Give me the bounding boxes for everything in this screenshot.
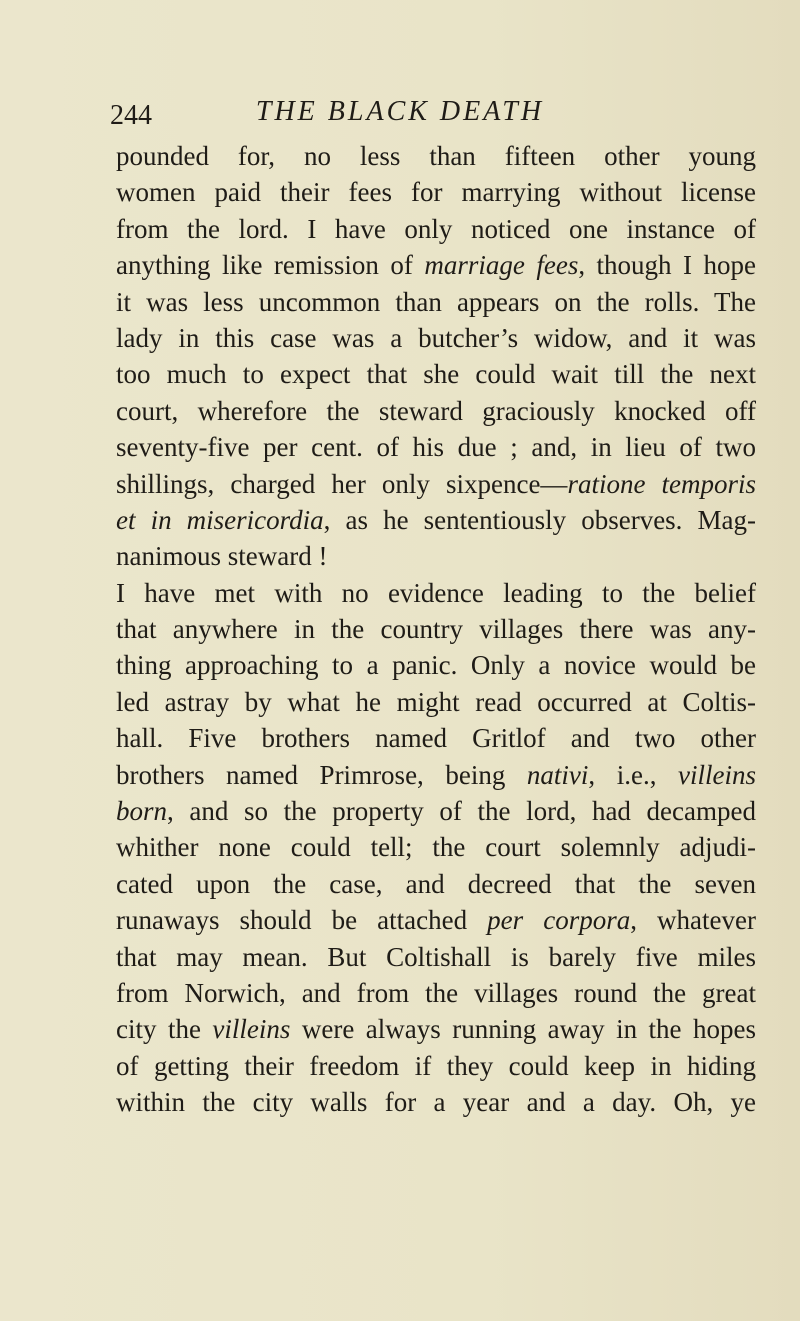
text-segment: whither none could tell; the court solemnly adjudi- bbox=[116, 832, 756, 863]
italic-phrase: ratione temporis bbox=[567, 468, 756, 499]
text-segment: of getting their freedom if they could keep in hiding bbox=[116, 1050, 756, 1081]
text-segment: city the bbox=[116, 1014, 213, 1045]
text-segment: , i.e., bbox=[588, 759, 679, 790]
text-segment: led astray by what he might read occurred at Coltis- bbox=[116, 686, 756, 717]
text-line bbox=[116, 902, 756, 938]
text-line bbox=[116, 975, 756, 1011]
text-line bbox=[116, 247, 756, 283]
text-segment: anything like remission of bbox=[116, 250, 425, 281]
running-head: THE BLACK DEATH bbox=[255, 96, 545, 127]
text-line bbox=[116, 320, 756, 356]
text-segment: , as he sententiously observes. Mag- bbox=[323, 504, 756, 535]
text-line bbox=[116, 611, 756, 647]
text-line bbox=[116, 538, 756, 574]
text-line bbox=[116, 1084, 756, 1120]
italic-phrase: per corpora bbox=[487, 905, 631, 936]
text-line bbox=[116, 284, 756, 320]
text-segment: , whatever bbox=[630, 905, 756, 936]
text-segment: too much to expect that she could wait till the next bbox=[116, 359, 756, 390]
italic-phrase: et in misericordia bbox=[116, 504, 324, 535]
text-line bbox=[116, 356, 756, 392]
text-segment: from Norwich, and from the villages round the great bbox=[116, 977, 756, 1008]
text-line bbox=[116, 829, 756, 865]
italic-phrase: nativi bbox=[526, 759, 589, 790]
text-line bbox=[116, 575, 756, 611]
text-line bbox=[116, 939, 756, 975]
body-text bbox=[116, 138, 756, 1121]
text-line bbox=[116, 466, 756, 502]
italic-phrase: villeins bbox=[212, 1014, 291, 1045]
text-line bbox=[116, 793, 756, 829]
text-segment: , and so the property of the lord, had decamped bbox=[167, 796, 756, 827]
text-line bbox=[116, 757, 756, 793]
text-segment: that may mean. But Coltishall is barely five miles bbox=[116, 941, 756, 972]
text-line bbox=[116, 720, 756, 756]
text-segment: cated upon the case, and decreed that the seven bbox=[116, 868, 756, 899]
text-segment: women paid their fees for marrying without license bbox=[116, 177, 756, 208]
text-segment: within the city walls for a year and a day. Oh, ye bbox=[116, 1087, 756, 1118]
text-segment: seventy-five per cent. of his due ; and, in lieu of two bbox=[116, 432, 756, 463]
text-line bbox=[116, 502, 756, 538]
text-segment: , though I hope bbox=[578, 250, 756, 281]
text-segment: shillings, charged her only sixpence— bbox=[116, 468, 568, 499]
text-line bbox=[116, 1048, 756, 1084]
text-line bbox=[116, 211, 756, 247]
text-segment: were always running away in the hopes bbox=[290, 1014, 756, 1045]
text-line bbox=[116, 393, 756, 429]
text-segment: pounded for, no less than fifteen other young bbox=[116, 141, 756, 171]
text-segment: it was less uncommon than appears on the rolls. The bbox=[116, 286, 756, 317]
text-segment: thing approaching to a panic. Only a novice would be bbox=[116, 650, 756, 681]
text-segment: lady in this case was a butcher’s widow, and it was bbox=[116, 322, 756, 353]
page-number: 244 bbox=[110, 100, 152, 131]
text-line bbox=[116, 1011, 756, 1047]
text-line bbox=[116, 866, 756, 902]
text-line bbox=[116, 429, 756, 465]
text-line bbox=[116, 138, 756, 174]
italic-phrase: marriage fees bbox=[424, 250, 579, 281]
italic-phrase: villeins bbox=[678, 759, 756, 790]
text-line bbox=[116, 684, 756, 720]
text-line bbox=[116, 174, 756, 210]
text-segment: I have met with no evidence leading to the belief bbox=[116, 577, 756, 608]
text-segment: that anywhere in the country villages there was any- bbox=[116, 614, 756, 645]
italic-phrase: born bbox=[116, 796, 168, 827]
text-line bbox=[116, 647, 756, 683]
text-segment: runaways should be attached bbox=[116, 905, 488, 936]
text-segment: court, wherefore the steward graciously knocked off bbox=[116, 395, 756, 426]
text-segment: from the lord. I have only noticed one instance of bbox=[116, 213, 756, 244]
text-segment: brothers named Primrose, being bbox=[116, 759, 527, 790]
text-segment: hall. Five brothers named Gritlof and two other bbox=[116, 723, 756, 754]
text-segment: nanimous steward ! bbox=[116, 541, 328, 572]
